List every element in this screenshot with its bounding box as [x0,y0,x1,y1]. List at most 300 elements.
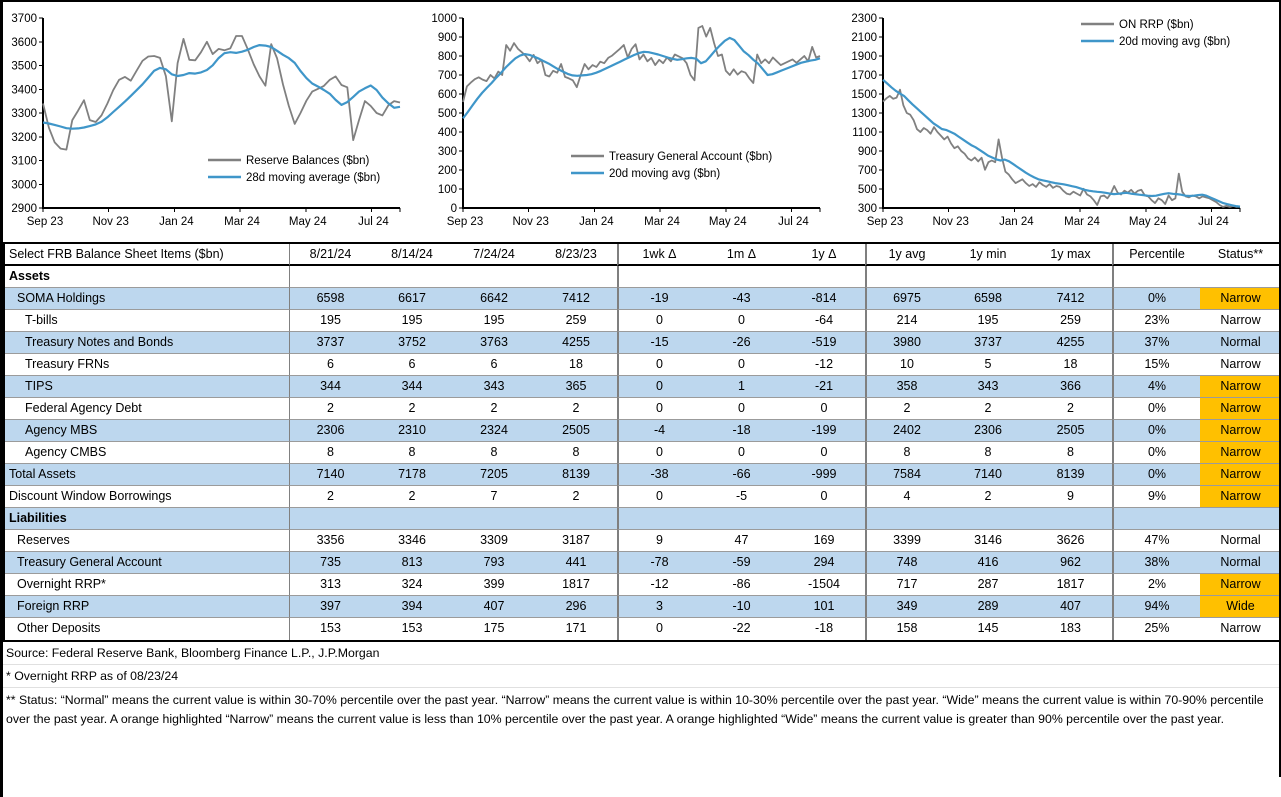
cell-value: 18 [1029,354,1112,376]
status-badge: Narrow [1200,442,1281,464]
status-badge: Wide [1200,596,1281,618]
table-header-cell: Status** [1200,244,1281,266]
status-badge [1200,508,1281,530]
cell-value: 3146 [947,530,1029,552]
line-chart-svg [423,6,828,238]
table-title: Select FRB Balance Sheet Items ($bn) [5,244,289,266]
cell-value: -59 [700,552,783,574]
status-badge [1200,266,1281,288]
y-tick-label: 500 [437,108,457,120]
cell-value: 2 [947,398,1029,420]
cell-value [865,266,947,288]
y-tick-label: 1500 [851,89,877,101]
cell-value [289,508,371,530]
row-label: Agency CMBS [5,442,289,464]
cell-value: 153 [401,621,423,635]
y-tick-label: 600 [437,89,457,101]
row-label: T-bills [5,310,289,332]
y-tick-label: 200 [437,165,457,177]
percentile-value: 2% [1112,574,1200,596]
cell-value: 0 [617,310,700,332]
cell-value: 5 [947,354,1029,376]
x-tick-label: Mar 24 [224,216,260,228]
row-label: Other Deposits [17,621,101,635]
cell-value: 18 [535,354,617,376]
percentile-value: 0% [1112,464,1200,486]
row-label: SOMA Holdings [5,288,289,310]
status-badge: Narrow [1200,288,1281,310]
row-label: Total Assets [5,464,289,486]
y-tick-label: 3100 [11,155,37,168]
cell-value [1029,508,1112,530]
status-badge: Narrow [1200,486,1281,508]
cell-value: 2 [289,486,371,508]
row-label: Discount Window Borrowings [5,486,289,508]
cell-value: 7140 [289,464,371,486]
cell-value: 3187 [535,530,617,552]
x-tick-label: Nov 23 [92,216,129,228]
cell-value: 6598 [947,288,1029,310]
cell-value: 0 [617,354,700,376]
x-tick-label: Nov 23 [932,216,969,228]
legend-label: Treasury General Account ($bn) [609,151,773,163]
footnote-overnight-rrp: * Overnight RRP as of 08/23/24 [3,665,1279,688]
cell-value: 3737 [289,332,371,354]
table-header-cell: 1y Δ [783,244,865,266]
percentile-value: 15% [1112,354,1200,376]
status-badge: Normal [1200,530,1281,552]
cell-value: 7178 [371,464,453,486]
percentile-value: 25% [1112,618,1200,640]
cell-value: 344 [289,376,371,398]
table-header-cell: 1wk Δ [617,244,700,266]
cell-value [617,266,700,288]
cell-value [453,266,535,288]
percentile-value: 38% [1112,552,1200,574]
cell-value: 2 [453,398,535,420]
cell-value [617,508,700,530]
x-tick-label: Sep 23 [446,216,484,228]
cell-value: 313 [289,574,371,596]
x-tick-label: Jul 24 [358,216,389,228]
cell-value: 10 [865,354,947,376]
row-label: Treasury FRNs [5,354,289,376]
y-tick-label: 500 [857,184,877,196]
cell-value: -5 [700,486,783,508]
table-header-cell: Percentile [1112,244,1200,266]
cell-value: 2306 [289,420,371,442]
status-badge: Narrow [1200,574,1281,596]
cell-value: 3399 [865,530,947,552]
cell-value: -4 [617,420,700,442]
row-label: Foreign RRP [5,596,289,618]
cell-value: 0 [617,398,700,420]
status-badge: Narrow [1200,354,1281,376]
cell-value: 2505 [1029,420,1112,442]
cell-value: 358 [865,376,947,398]
row-label: Federal Agency Debt [5,398,289,420]
cell-value: 7 [453,486,535,508]
x-tick-label: Mar 24 [1064,216,1100,228]
x-tick-label: Jan 24 [159,216,194,228]
x-tick-label: Jul 24 [778,216,809,228]
cell-value: 344 [371,376,453,398]
cell-value [700,266,783,288]
cell-value: 441 [535,552,617,574]
table-header-cell: 7/24/24 [453,244,535,266]
table-header-cell: 1y min [947,244,1029,266]
cell-value: -64 [783,310,865,332]
row-label: TIPS [5,376,289,398]
footnotes [3,642,1279,731]
cell-value [1029,266,1112,288]
line-chart-svg [3,6,408,238]
cell-value: 6598 [289,288,371,310]
cell-value [371,508,453,530]
section-row-label: Assets [5,266,289,288]
y-tick-label: 900 [437,32,457,44]
legend-label: 28d moving average ($bn) [246,172,381,184]
cell-value: 0 [700,354,783,376]
cell-value: 0 [617,442,700,464]
table-header-cell: 1m Δ [700,244,783,266]
table-header-cell: 8/21/24 [289,244,371,266]
cell-value: 259 [1029,310,1112,332]
cell-value [865,508,947,530]
cell-value: 195 [947,310,1029,332]
cell-value: 6 [453,354,535,376]
cell-value: 717 [865,574,947,596]
cell-value [700,508,783,530]
cell-value: 2 [947,486,1029,508]
status-badge: Narrow [1200,310,1281,332]
cell-value: -22 [732,621,751,635]
cell-value: 0 [617,618,700,640]
cell-value: 397 [289,596,371,618]
cell-value: -519 [783,332,865,354]
row-label: Agency MBS [5,420,289,442]
cell-value: 3356 [289,530,371,552]
cell-value: 195 [371,310,453,332]
legend-label: 20d moving avg ($bn) [609,168,721,180]
cell-value: 394 [371,596,453,618]
cell-value: -78 [617,552,700,574]
cell-value: 6 [371,354,453,376]
cell-value [783,266,865,288]
cell-value: 1817 [535,574,617,596]
percentile-value: 0% [1112,288,1200,310]
y-tick-label: 3200 [11,131,37,144]
cell-value: 4255 [535,332,617,354]
chart-reserve-balances [3,6,408,238]
y-tick-label: 100 [437,184,457,196]
cell-value: 8 [535,442,617,464]
cell-value: 183 [1060,621,1081,635]
y-tick-label: 2900 [11,203,37,215]
cell-value: 287 [947,574,1029,596]
y-tick-label: 3500 [11,60,37,73]
charts-row [3,2,1281,242]
cell-value: 2306 [947,420,1029,442]
cell-value: 158 [865,618,947,640]
y-tick-label: 3700 [11,13,37,25]
status-badge: Normal [1200,332,1281,354]
line-chart-svg [843,6,1248,238]
cell-value: 0 [783,442,865,464]
cell-value [783,508,865,530]
cell-value: 6 [289,354,371,376]
cell-value: 8 [289,442,371,464]
y-tick-label: 3000 [11,179,37,192]
cell-value: 962 [1029,552,1112,574]
cell-value: -15 [617,332,700,354]
cell-value: -814 [783,288,865,310]
cell-value: 0 [617,376,700,398]
y-tick-label: 700 [857,165,877,177]
chart-on-rrp [843,6,1248,238]
row-label: Reserves [5,530,289,552]
cell-value: 0 [700,442,783,464]
balance-sheet-table [3,242,1281,642]
cell-value: 416 [947,552,1029,574]
cell-value: 6617 [371,288,453,310]
legend-label: Reserve Balances ($bn) [246,155,370,167]
x-tick-label: Jan 24 [579,216,614,228]
cell-value: 7412 [1029,288,1112,310]
cell-value: -10 [700,596,783,618]
cell-value: 349 [865,596,947,618]
cell-value: 7412 [535,288,617,310]
cell-value [535,508,617,530]
percentile-value: 4% [1112,376,1200,398]
cell-value: 407 [453,596,535,618]
x-tick-label: Sep 23 [866,216,904,228]
cell-value: 2 [1029,398,1112,420]
cell-value: 6975 [865,288,947,310]
cell-value: 324 [371,574,453,596]
cell-value [947,266,1029,288]
cell-value: 0 [700,398,783,420]
cell-value: 2 [289,398,371,420]
cell-value [289,266,371,288]
cell-value: 2 [535,398,617,420]
cell-value: 145 [977,621,999,635]
cell-value: 366 [1029,376,1112,398]
cell-value: -66 [700,464,783,486]
cell-value: 7205 [453,464,535,486]
x-tick-label: Sep 23 [26,216,64,228]
cell-value: 214 [865,310,947,332]
y-tick-label: 400 [437,127,457,139]
y-tick-label: 900 [857,146,877,158]
percentile-value: 0% [1112,442,1200,464]
cell-value: 1 [700,376,783,398]
x-tick-label: May 24 [288,216,327,228]
y-tick-label: 1900 [851,51,877,63]
table-header-cell: 1y max [1029,244,1112,266]
cell-value: 0 [783,398,865,420]
cell-value: -18 [700,420,783,442]
cell-value: 47 [700,530,783,552]
legend-label: ON RRP ($bn) [1119,19,1194,31]
y-tick-label: 1100 [852,127,877,139]
percentile-value: 47% [1112,530,1200,552]
x-tick-label: May 24 [1128,216,1167,228]
status-badge: Narrow [1220,621,1261,635]
row-label: Treasury Notes and Bonds [5,332,289,354]
cell-value: -43 [700,288,783,310]
cell-value [947,508,1029,530]
x-tick-label: Nov 23 [512,216,549,228]
cell-value: 2 [535,486,617,508]
cell-value: 2402 [865,420,947,442]
cell-value: 735 [289,552,371,574]
percentile-value: 23% [1112,310,1200,332]
cell-value: 8 [453,442,535,464]
cell-value: 8 [371,442,453,464]
cell-value: 8139 [1029,464,1112,486]
cell-value: -21 [783,376,865,398]
cell-value: 0 [700,310,783,332]
legend-label: 20d moving avg ($bn) [1119,36,1231,48]
cell-value: 4255 [1029,332,1112,354]
cell-value: -38 [617,464,700,486]
percentile-value: 0% [1112,398,1200,420]
cell-value [371,266,453,288]
percentile-value [1112,508,1200,530]
cell-value: 2505 [535,420,617,442]
footnote-status-definition: ** Status: “Normal” means the current value is within 30-70% percentile over the past year. “Narrow” means the current value is within 10-30% percentile over the past year. “Wide” means the current value is within 70-90% percentile over the past year. A orange highlighted “Narrow” means the current value is less than 10% percentile over the past year. A orange highlighted “Wide” means the current value is greater than 90% percentile over the past year. [6,693,1264,726]
y-tick-label: 1000 [431,13,457,25]
cell-value: 175 [483,621,505,635]
cell-value: 2 [865,398,947,420]
cell-value: 3980 [865,332,947,354]
status-badge: Narrow [1200,420,1281,442]
cell-value: 8 [865,442,947,464]
cell-value: -86 [700,574,783,596]
table-header-cell: 8/23/23 [535,244,617,266]
cell-value: 195 [289,310,371,332]
cell-value: 3 [617,596,700,618]
cell-value: 3309 [453,530,535,552]
cell-value: 3626 [1029,530,1112,552]
y-tick-label: 1300 [851,108,877,120]
table-header-cell: 1y avg [865,244,947,266]
cell-value: -1504 [783,574,865,596]
y-tick-label: 1700 [851,70,877,82]
cell-value: 7140 [947,464,1029,486]
cell-value: 171 [565,621,587,635]
y-tick-label: 3600 [11,36,37,49]
cell-value: -12 [617,574,700,596]
cell-value: 748 [865,552,947,574]
status-badge: Narrow [1200,376,1281,398]
percentile-value: 94% [1112,596,1200,618]
cell-value: 169 [783,530,865,552]
cell-value: 296 [535,596,617,618]
cell-value: 6642 [453,288,535,310]
series-line-1 [463,38,820,118]
section-row-label: Liabilities [5,508,289,530]
x-tick-label: Mar 24 [644,216,680,228]
cell-value: -19 [617,288,700,310]
y-tick-label: 300 [437,146,457,158]
cell-value [535,266,617,288]
cell-value: 153 [289,618,371,640]
cell-value: 1817 [1029,574,1112,596]
percentile-value: 37% [1112,332,1200,354]
table-header-cell: 8/14/24 [371,244,453,266]
cell-value: 793 [453,552,535,574]
cell-value: 4 [865,486,947,508]
cell-value: 3763 [453,332,535,354]
cell-value: 9 [1029,486,1112,508]
percentile-value [1112,266,1200,288]
y-tick-label: 3300 [11,108,37,120]
cell-value: 195 [453,310,535,332]
cell-value: 343 [947,376,1029,398]
cell-value: -18 [814,621,834,635]
cell-value: 399 [453,574,535,596]
cell-value: 289 [947,596,1029,618]
cell-value: 2 [371,486,453,508]
y-tick-label: 2300 [851,13,877,25]
y-tick-label: 2100 [851,32,877,44]
source-note: Source: Federal Reserve Bank, Bloomberg Finance L.P., J.P.Morgan [3,642,1279,665]
cell-value: -26 [700,332,783,354]
cell-value: 2310 [371,420,453,442]
y-tick-label: 3400 [11,84,37,97]
cell-value: 259 [535,310,617,332]
series-line-0 [883,90,1240,207]
x-tick-label: Jan 24 [999,216,1034,228]
cell-value: 7584 [865,464,947,486]
cell-value: 3752 [371,332,453,354]
cell-value: 8139 [535,464,617,486]
cell-value: 9 [617,530,700,552]
series-line-0 [43,36,400,150]
percentile-value: 9% [1112,486,1200,508]
cell-value: -12 [783,354,865,376]
percentile-value: 0% [1112,420,1200,442]
cell-value: 813 [371,552,453,574]
y-tick-label: 800 [437,51,457,63]
series-line-0 [463,26,820,102]
x-tick-label: Jul 24 [1198,216,1229,228]
row-label: Treasury General Account [5,552,289,574]
y-tick-label: 300 [857,203,877,215]
cell-value: 101 [783,596,865,618]
y-tick-label: 700 [437,70,457,82]
cell-value: -199 [783,420,865,442]
row-label: Overnight RRP* [5,574,289,596]
cell-value: 8 [1029,442,1112,464]
chart-treasury-general-account [423,6,828,238]
cell-value [453,508,535,530]
cell-value: 0 [617,486,700,508]
cell-value: 0 [783,486,865,508]
status-badge: Narrow [1200,398,1281,420]
cell-value: 294 [783,552,865,574]
y-tick-label: 0 [450,203,457,215]
cell-value: 2 [371,398,453,420]
cell-value: 343 [453,376,535,398]
cell-value: 365 [535,376,617,398]
x-tick-label: May 24 [708,216,747,228]
cell-value: 407 [1029,596,1112,618]
cell-value: 3737 [947,332,1029,354]
cell-value: 8 [947,442,1029,464]
